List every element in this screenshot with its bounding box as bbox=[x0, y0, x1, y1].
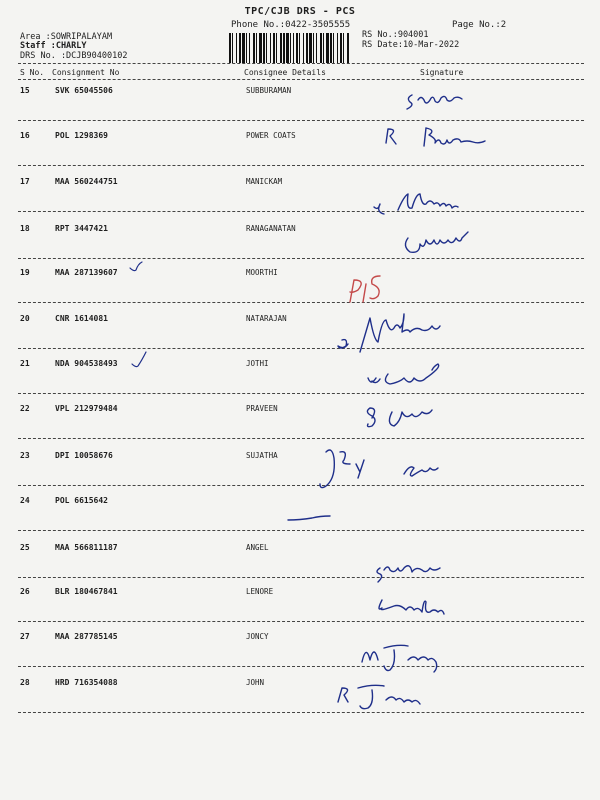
barcode-bar bbox=[249, 33, 250, 63]
row-divider bbox=[18, 666, 584, 667]
row-sno: 28 bbox=[20, 678, 30, 687]
row-divider bbox=[18, 120, 584, 121]
row-consignment-no: HRD 716354088 bbox=[55, 678, 118, 687]
row-sno: 25 bbox=[20, 543, 30, 552]
barcode-bar bbox=[303, 33, 304, 63]
barcode-bar bbox=[256, 33, 257, 63]
row-divider bbox=[18, 258, 584, 259]
barcode-bar bbox=[296, 33, 298, 63]
signature-18 bbox=[405, 232, 468, 252]
signature-27 bbox=[362, 645, 437, 672]
row-sno: 19 bbox=[20, 268, 30, 277]
row-sno: 24 bbox=[20, 496, 30, 505]
row-divider bbox=[18, 712, 584, 713]
row-divider bbox=[18, 577, 584, 578]
barcode-bar bbox=[273, 33, 275, 63]
barcode-bar bbox=[270, 33, 271, 63]
col-sno: S No. bbox=[20, 68, 45, 77]
row-consignment-no: DPI 10058676 bbox=[55, 451, 113, 460]
row-consignment-no: MAA 287785145 bbox=[55, 632, 118, 641]
row-sno: 15 bbox=[20, 86, 30, 95]
barcode-bar bbox=[276, 33, 277, 63]
barcode-bar bbox=[263, 33, 265, 63]
barcode-bar bbox=[333, 33, 334, 63]
row-consignee-name: SUJATHA bbox=[246, 451, 278, 460]
barcode-bar bbox=[280, 33, 282, 63]
signature-15 bbox=[407, 95, 462, 109]
annotation-ps bbox=[350, 276, 380, 302]
row-consignee-name: JOTHI bbox=[246, 359, 269, 368]
barcode-bar bbox=[320, 33, 322, 63]
rs-date: RS Date:10-Mar-2022 bbox=[362, 40, 460, 50]
barcode-bar bbox=[242, 33, 245, 63]
row-consignment-no: MAA 560244751 bbox=[55, 177, 118, 186]
area-label: Area :SOWRIPALAYAM bbox=[20, 32, 113, 42]
row-consignee-name: ANGEL bbox=[246, 543, 269, 552]
barcode-bar bbox=[340, 33, 342, 63]
signature-24 bbox=[288, 516, 330, 520]
rs-number: RS No.:904001 bbox=[362, 30, 429, 40]
row-divider bbox=[18, 621, 584, 622]
signature-16 bbox=[386, 128, 485, 146]
row-consignee-name: MOORTHI bbox=[246, 268, 278, 277]
barcode-bar bbox=[259, 33, 262, 63]
row-consignment-no: RPT 3447421 bbox=[55, 224, 108, 233]
signature-21 bbox=[368, 364, 439, 384]
row-consignee-name: LENORE bbox=[246, 587, 274, 596]
barcode-bar bbox=[283, 33, 285, 63]
row-consignment-no: VPL 212979484 bbox=[55, 404, 118, 413]
barcode-bar bbox=[236, 33, 237, 63]
row-consignment-no: MAA 287139607 bbox=[55, 268, 118, 277]
row-divider bbox=[18, 530, 584, 531]
barcode-bar bbox=[347, 33, 349, 63]
staff-label: Staff :CHARLY bbox=[20, 41, 87, 51]
row-sno: 26 bbox=[20, 587, 30, 596]
signature-22 bbox=[367, 408, 432, 427]
barcode-bar bbox=[232, 33, 233, 63]
barcode-bar bbox=[343, 33, 344, 63]
row-consignee-name: RANAGANATAN bbox=[246, 224, 296, 233]
row-consignee-name: MANICKAM bbox=[246, 177, 283, 186]
row-sno: 21 bbox=[20, 359, 30, 368]
barcode-bar bbox=[299, 33, 300, 63]
column-divider bbox=[18, 79, 584, 80]
row-consignee-name: PRAVEEN bbox=[246, 404, 278, 413]
signature-20 bbox=[338, 314, 440, 352]
row-consignment-no: BLR 180467841 bbox=[55, 587, 118, 596]
barcode bbox=[229, 33, 351, 63]
row-consignment-no: MAA 566811187 bbox=[55, 543, 118, 552]
row-consignee-name: JONCY bbox=[246, 632, 269, 641]
signature-25 bbox=[377, 566, 440, 582]
row-sno: 27 bbox=[20, 632, 30, 641]
barcode-bar bbox=[323, 33, 324, 63]
row-divider bbox=[18, 438, 584, 439]
barcode-bar bbox=[326, 33, 329, 63]
row-sno: 23 bbox=[20, 451, 30, 460]
barcode-bar bbox=[316, 33, 317, 63]
row-consignee-name: NATARAJAN bbox=[246, 314, 287, 323]
row-consignee-name: POWER COATS bbox=[246, 131, 296, 140]
row-divider bbox=[18, 348, 584, 349]
tick-icon bbox=[132, 352, 146, 367]
row-divider bbox=[18, 393, 584, 394]
barcode-bar bbox=[229, 33, 231, 63]
row-divider bbox=[18, 165, 584, 166]
signature-23 bbox=[320, 450, 438, 488]
col-consignee: Consignee Details bbox=[244, 68, 326, 77]
row-consignment-no: NDA 904538493 bbox=[55, 359, 118, 368]
barcode-bar bbox=[290, 33, 291, 63]
row-divider bbox=[18, 211, 584, 212]
row-sno: 22 bbox=[20, 404, 30, 413]
row-sno: 16 bbox=[20, 131, 30, 140]
phone-number: Phone No.:0422-3505555 bbox=[231, 20, 351, 30]
barcode-bar bbox=[330, 33, 332, 63]
row-consignee-name: JOHN bbox=[246, 678, 265, 687]
document-title: TPC/CJB DRS - PCS bbox=[244, 6, 356, 17]
row-sno: 18 bbox=[20, 224, 30, 233]
barcode-bar bbox=[293, 33, 294, 63]
signature-28 bbox=[338, 685, 420, 708]
barcode-bar bbox=[239, 33, 241, 63]
row-divider bbox=[18, 485, 584, 486]
barcode-bar bbox=[309, 33, 312, 63]
barcode-bar bbox=[313, 33, 314, 63]
row-sno: 20 bbox=[20, 314, 30, 323]
row-consignment-no: POL 1298369 bbox=[55, 131, 108, 140]
barcode-bar bbox=[246, 33, 247, 63]
barcode-bar bbox=[286, 33, 289, 63]
col-signature: Signature bbox=[420, 68, 464, 77]
header-divider bbox=[18, 63, 584, 64]
col-consignment: Consignment No bbox=[52, 68, 120, 77]
barcode-bar bbox=[266, 33, 267, 63]
tick-icon bbox=[130, 262, 142, 271]
row-sno: 17 bbox=[20, 177, 30, 186]
barcode-bar bbox=[253, 33, 255, 63]
row-consignment-no: SVK 65045506 bbox=[55, 86, 113, 95]
row-divider bbox=[18, 302, 584, 303]
barcode-bar bbox=[306, 33, 308, 63]
signature-26 bbox=[379, 600, 444, 614]
drs-number: DRS No. :DCJB90400102 bbox=[20, 51, 128, 61]
page-number: Page No.:2 bbox=[452, 20, 507, 30]
row-consignment-no: CNR 1614081 bbox=[55, 314, 108, 323]
row-consignment-no: POL 6615642 bbox=[55, 496, 108, 505]
row-consignee-name: SUBBURAMAN bbox=[246, 86, 292, 95]
barcode-bar bbox=[337, 33, 338, 63]
